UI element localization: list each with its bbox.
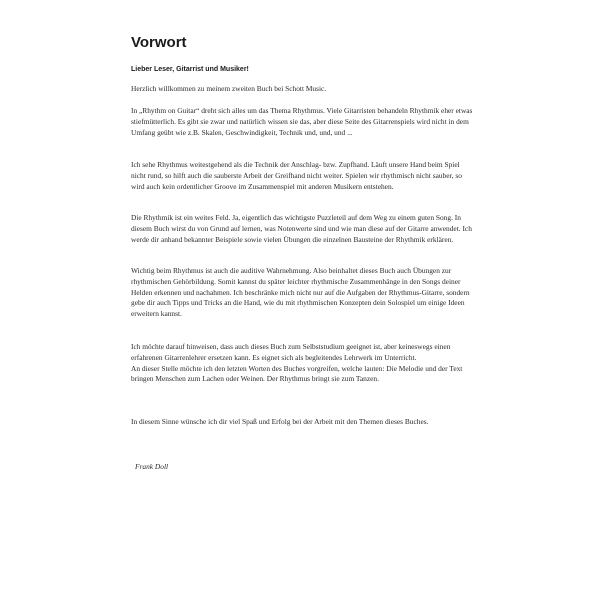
paragraph-intro: In „Rhythm on Guitar“ dreht sich alles um das Thema Rhythmus. Viele Gitarristen behandeln Rhythmik eher etwas stiefmütterlich. Es gibt sie zwar und natürlich wissen sie das, aber diese Seite des Gitarrenspiels wird nicht in dem Umfang geübt wie z.B. Skalen, Geschwindigkeit, Technik und, und, und ... (131, 106, 473, 137)
page-title: Vorwort (131, 34, 187, 51)
paragraph-welcome: Herzlich willkommen zu meinem zweiten Buch bei Schott Music. (131, 84, 327, 93)
paragraph-hearing: Wichtig beim Rhythmus ist auch die auditive Wahrnehmung. Also beinhaltet dieses Buch auch Übungen zur rhythmischen Gehörbildung. Somit kannst du später leichter rhythmische Zusammenhänge in den Songs deiner Helden erkennen und nachahmen. Ich beschränke mich nicht nur auf die Aufgaben der Rhythmus-Gitarre, sondern gebe dir auch Tipps und Tricks an die Hand, wie du mit rhythmischen Konzepten dein Solospiel um einige Ideen erweitern kannst. (131, 266, 470, 319)
paragraph-technique: Ich sehe Rhythmus weitestgehend als die Technik der Anschlag- bzw. Zupfhand. Läuft unsere Hand beim Spiel nicht rund, so hilft auch die sauberste Arbeit der Greifhand nicht weiter. Spielen wir rhythmisch nicht sauber, so wird auch kein ordentlicher Groove im Zusammenspiel mit anderen Musikern entstehen. (131, 160, 462, 191)
paragraph-rhythmik: Die Rhythmik ist ein weites Feld. Ja, eigentlich das wichtigste Puzzleteil auf dem Weg zu einem guten Song. In diesem Buch wirst du von Grund auf lernen, was Notenwerte sind und wie man diese auf der Gitarre anwendet. Ich werde dir anhand bekannter Beispiele sowie vielen Übungen die einzelnen Bausteine der Rhythmik erklären. (131, 213, 472, 244)
paragraph-self-study: Ich möchte darauf hinweisen, dass auch dieses Buch zum Selbststudium geeignet ist, aber keineswegs einen erfahrenen Gitarrenlehrer ersetzen kann. Es eignet sich als begleitendes Lehrwerk im Unterricht. An dieser Stelle möchte ich den letzten Worten des Buches vorgreifen, welche lauten: Die Melodie und der Text bringen Menschen zum Lachen oder Weinen. Der Rhythmus bringt sie zum Tanzen. (131, 342, 463, 384)
author-signature: Frank Doll (135, 462, 169, 471)
salutation: Lieber Leser, Gitarrist und Musiker! (131, 66, 249, 73)
paragraph-closing: In diesem Sinne wünsche ich dir viel Spaß und Erfolg bei der Arbeit mit den Themen dieses Buches. (131, 417, 429, 426)
